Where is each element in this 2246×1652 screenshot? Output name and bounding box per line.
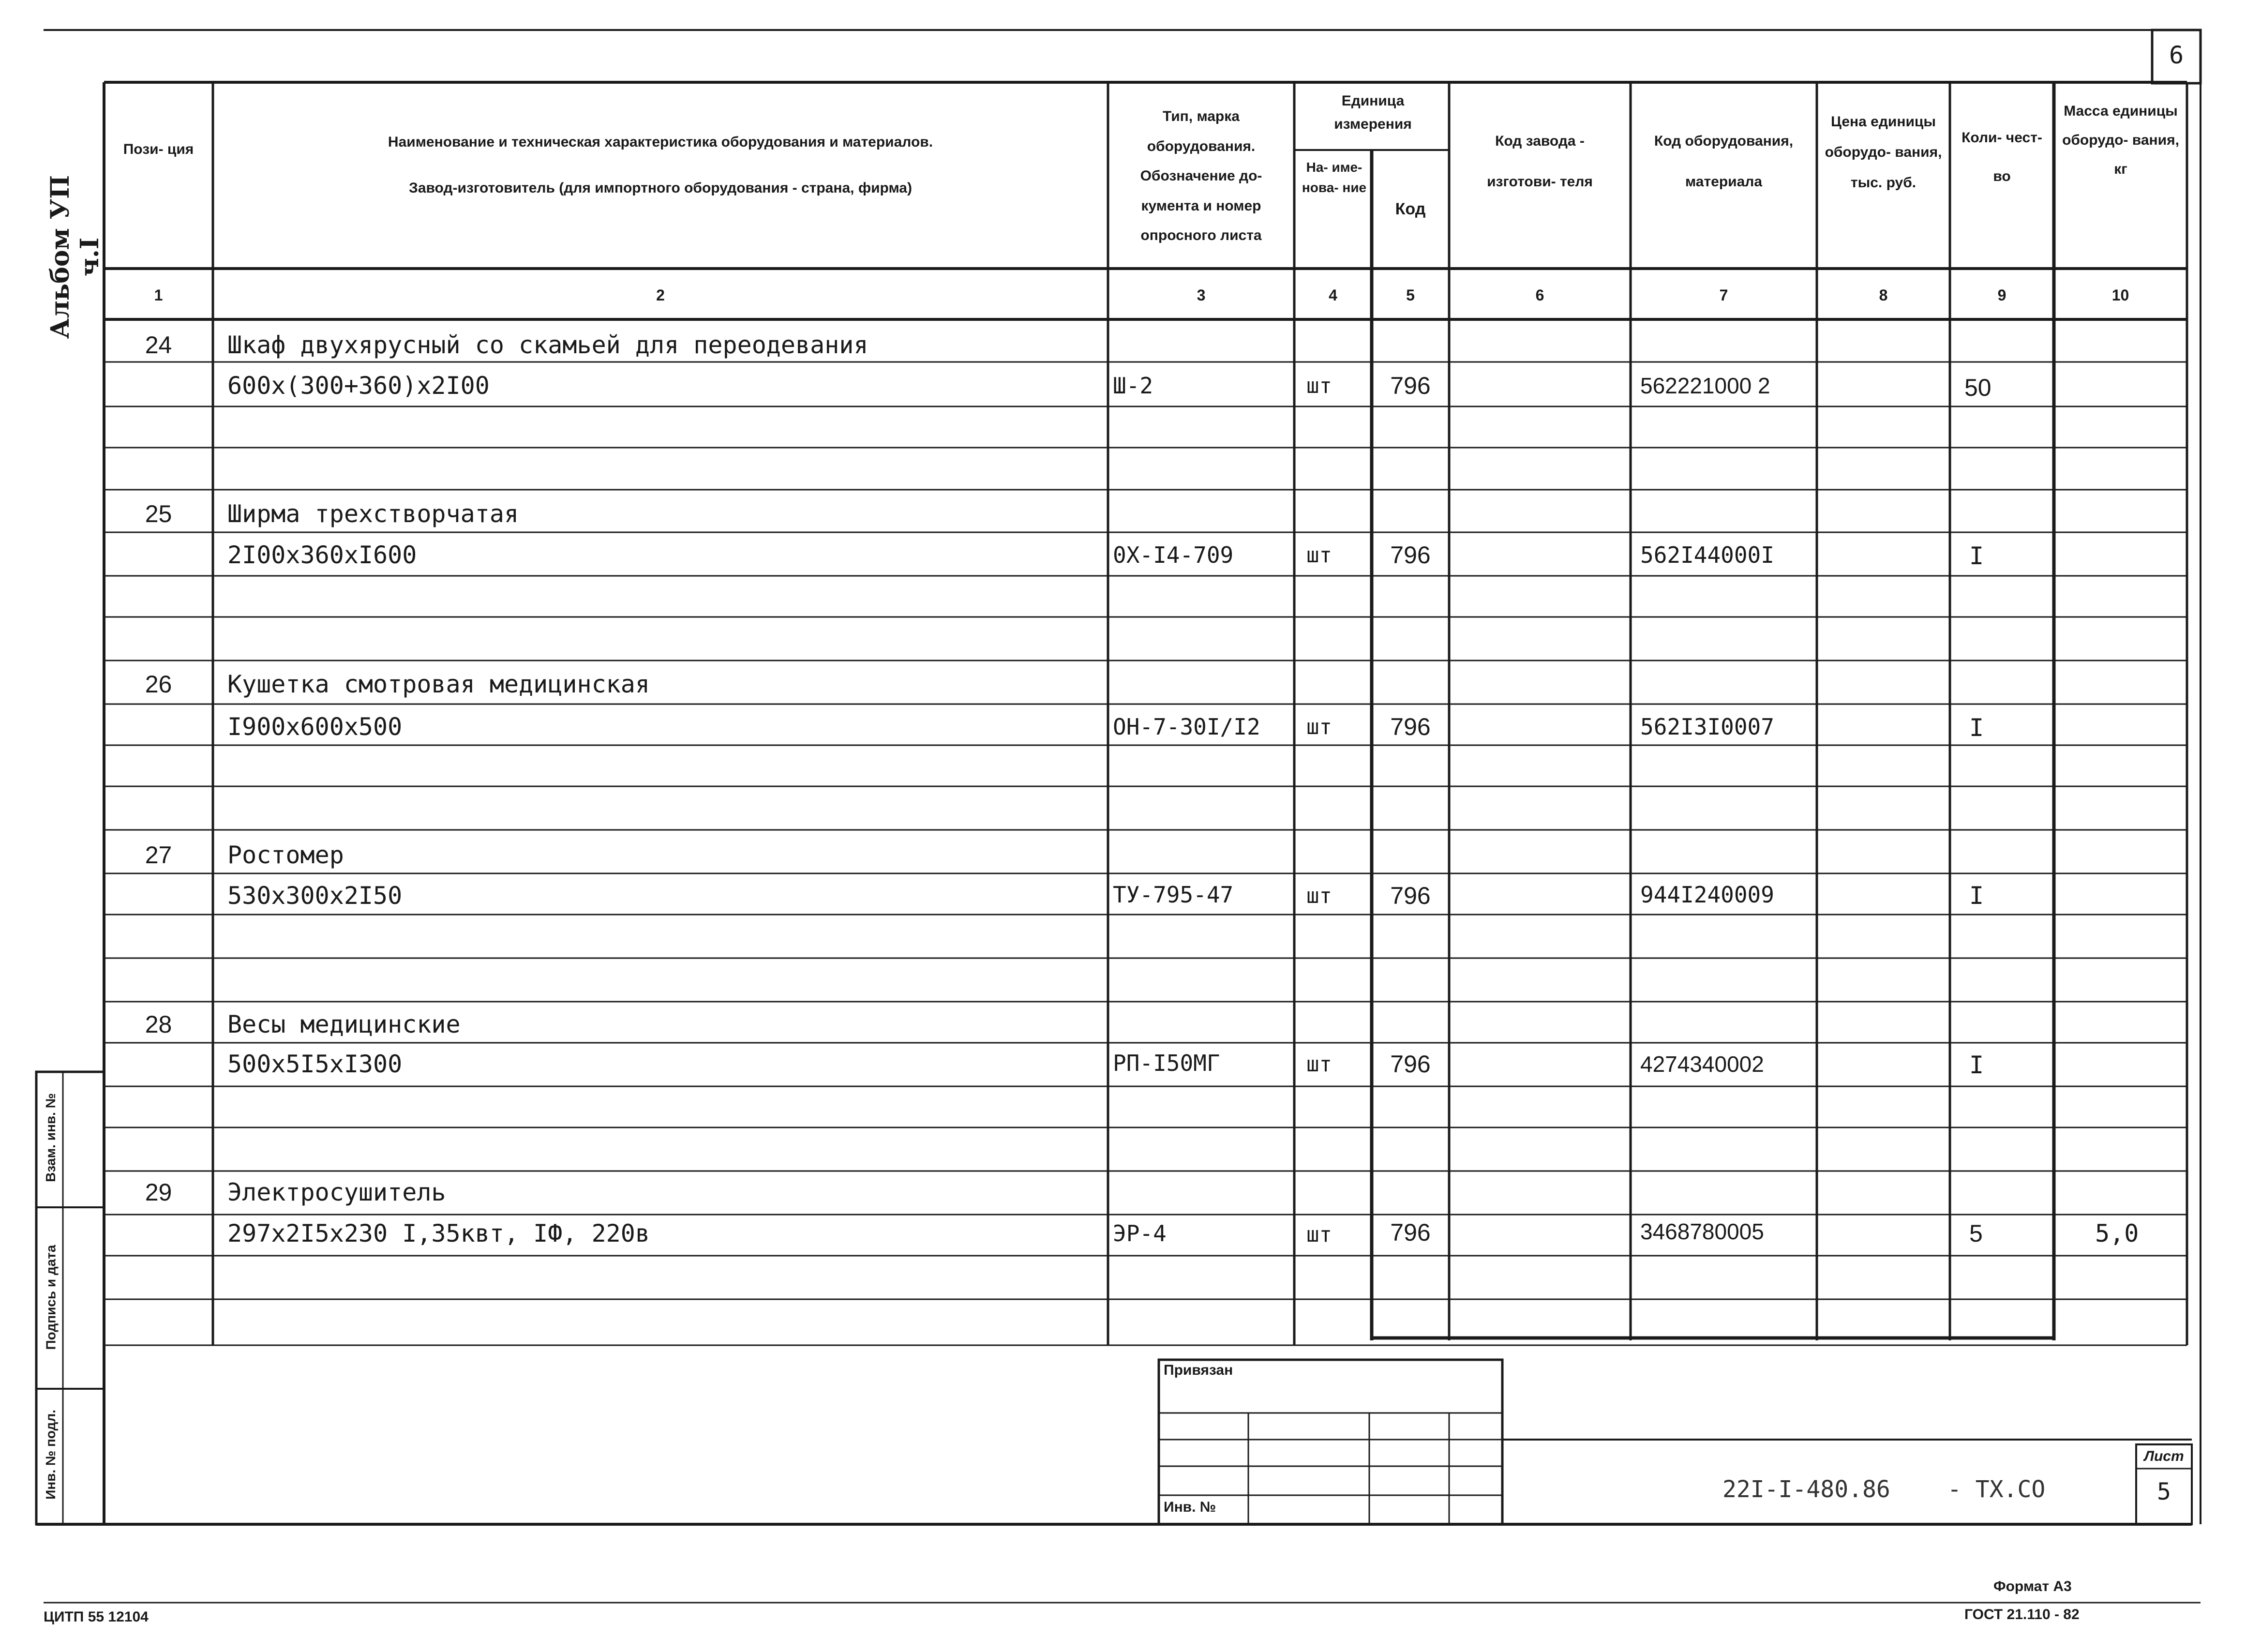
item-name: Весы медицинские [227,1010,461,1038]
item-unit: шт [1306,374,1332,398]
item-equipment-code: 562221000 2 [1640,373,1770,398]
item-unit-code: 796 [1390,713,1431,740]
header-type: Тип, марка оборудования. Обозначение до- кумента и номер опросного листа [1140,108,1262,243]
header-position: Пози- ция [123,141,194,157]
item-equipment-code: 944I240009 [1640,882,1774,908]
item-unit-code: 796 [1390,372,1431,399]
item-unit-code: 796 [1390,1219,1431,1246]
item-unit: шт [1306,715,1332,739]
header-price: Цена единицы оборудо- вания, тыс. руб. [1825,114,1942,191]
item-spec: 297х2I5х230 I,35квт, IФ, 220в [227,1219,650,1247]
column-number-10: 10 [2111,286,2129,304]
item-name: Электросушитель [227,1178,446,1206]
item-position: 27 [145,841,172,869]
item-quantity: I [1969,882,1984,910]
item-mass: 5,0 [2095,1219,2139,1247]
gost-label: ГОСТ 21.110 - 82 [1964,1607,2080,1622]
item-spec: 600х(300+360)х2I00 [227,372,490,400]
item-unit-code: 796 [1390,1051,1431,1078]
stamp-replacement-inventory: Взам. инв. № [43,1093,58,1182]
footer-catalog-number: ЦИТП 55 12104 [44,1609,149,1625]
item-name: Ширма трехстворчатая [227,500,519,528]
document-code: 22I-I-480.86 [1722,1476,1890,1503]
column-number-6: 6 [1535,286,1544,304]
item-unit: шт [1306,884,1332,908]
header-unit-code: Код [1395,200,1426,218]
item-unit-code: 796 [1390,882,1431,909]
album-label: Альбом УП ч.I [45,175,105,339]
format-label: Формат А3 [1993,1578,2072,1594]
item-unit: шт [1306,543,1332,568]
item-type: РП-I50МГ [1113,1050,1220,1076]
item-spec: 530х300х2I50 [227,882,403,910]
column-number-1: 1 [154,286,163,304]
sheet-label: Лист [2144,1448,2184,1464]
stamp-original-inventory: Инв. № подл. [43,1410,58,1500]
item-unit-code: 796 [1390,541,1431,569]
item-position: 29 [145,1179,172,1206]
column-number-3: 3 [1197,286,1206,304]
column-number-4: 4 [1329,286,1337,304]
column-number-9: 9 [1997,286,2006,304]
item-spec: 2I00х360хI600 [227,541,417,569]
item-unit: шт [1306,1222,1332,1247]
column-number-8: 8 [1879,286,1888,304]
column-number-2: 2 [656,286,665,304]
item-type: ОН-7-30I/I2 [1113,714,1260,740]
item-position: 28 [145,1011,172,1038]
item-type: ТУ-795-47 [1113,882,1234,908]
header-mass: Масса единицы оборудо- вания, кг [2062,103,2179,177]
linked-label: Привязан [1164,1362,1233,1378]
header-equipment-code: Код оборудования, материала [1654,133,1794,190]
item-position: 26 [145,671,172,698]
item-spec: 500х5I5хI300 [227,1050,403,1078]
item-quantity: 50 [1964,374,1991,401]
item-name: Ростомер [227,841,344,869]
header-quantity: Коли- чест- во [1962,130,2042,184]
item-quantity: I [1969,714,1984,742]
header-unit-group: Единица измерения [1334,93,1412,132]
item-unit: шт [1306,1052,1332,1077]
item-name: Шкаф двухярусный со скамьей для переодевания [227,331,868,359]
header-name-line1: Наименование и техническая характеристика оборудования и материалов. [388,134,933,150]
column-number-7: 7 [1719,286,1728,304]
sheet-value: 5 [2157,1478,2171,1505]
item-equipment-code: 3468780005 [1640,1219,1764,1244]
item-name: Кушетка смотровая медицинская [227,670,650,698]
item-type: 0Х-I4-709 [1113,542,1234,568]
item-quantity: 5 [1969,1220,1983,1247]
header-name-line2: Завод-изготовитель (для импортного оборудования - страна, фирма) [409,180,912,196]
stamp-signature-date: Подпись и дата [43,1245,59,1350]
item-position: 24 [145,331,172,359]
column-number-5: 5 [1406,286,1415,304]
item-equipment-code: 562I44000I [1640,542,1774,568]
sheet-number: 6 [2169,41,2184,69]
item-position: 25 [145,500,172,527]
document-suffix: - ТХ.СО [1947,1476,2046,1503]
header-unit-name: На- име- нова- ние [1302,160,1367,195]
item-quantity: I [1969,542,1984,570]
item-type: Ш-2 [1113,373,1153,399]
header-factory-code: Код завода - изготови- теля [1487,133,1593,190]
item-equipment-code: 562I3I0007 [1640,714,1774,740]
item-equipment-code: 4274340002 [1640,1051,1764,1077]
item-spec: I900х600х500 [227,713,403,741]
item-quantity: I [1969,1051,1984,1079]
item-type: ЭР-4 [1113,1220,1167,1247]
inventory-label: Инв. № [1164,1499,1216,1515]
